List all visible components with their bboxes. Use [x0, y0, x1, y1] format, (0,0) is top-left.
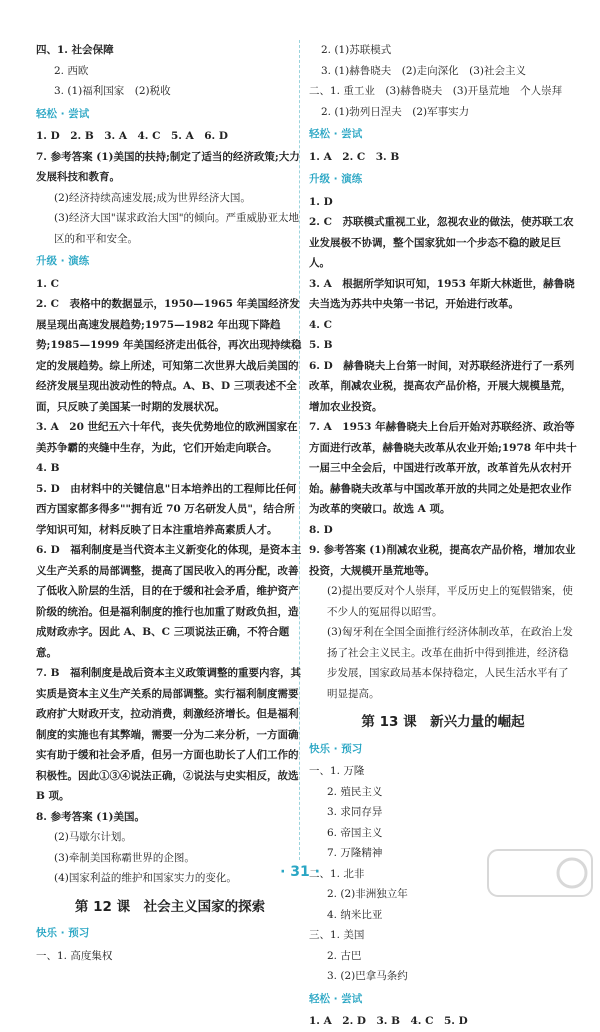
answer-line: (3)经济大国"谋求政治大国"的倾向。严重威胁亚太地区的和平和安全。: [54, 212, 300, 245]
answer-line: 3. (2)巴拿马条约: [327, 970, 408, 982]
answer-line: 1. A 2. D 3. B 4. C 5. D: [309, 1015, 468, 1027]
answer-line: 2. (1)勃列日涅夫 (2)军事实力: [321, 105, 470, 118]
answer-line: 2. 古巴: [327, 949, 362, 962]
answer-line: 三、1. 美国: [309, 929, 365, 941]
lesson-title: 第 12 课 社会主义国家的探索: [74, 898, 266, 915]
section-heading: 快乐 · 预习: [36, 927, 90, 939]
answer-line: 6. 帝国主义: [327, 826, 383, 839]
answer-line: 1. C: [36, 277, 59, 290]
answer-line: 7. A 1953 年赫鲁晓夫上台后开始对苏联经济、政治等方面进行改革，赫鲁晓夫改革从农业开始;1978 年中共十一届三中全会后，中国进行改革开放，改革首先从农村开始。赫鲁晓夫改革与中国改革开放的共同之处是把农业作为改革的突破口。故选 A 项。: [309, 421, 577, 515]
answer-line: (3)牵制美国称霸世界的企图。: [54, 851, 195, 864]
answer-line: 7. 万隆精神: [327, 847, 383, 859]
lesson-title: 第 13 课 新兴力量的崛起: [361, 714, 525, 730]
answer-line: 7. B 福利制度是战后资本主义政策调整的重要内容，其实质是资本主义生产关系的局部调整。实行福利制度需要政府扩大财政开支，拉动消费，刺激经济增长。但是福利制度的实施也有其弊端，需要一分为二来分析，一方面确实有助于缓和社会矛盾，但另一方面也助长了人们工作的积极性。因此①③④说法正确，②说法与史实相反，故选 B 项。: [36, 667, 301, 802]
answer-line: (2)马歇尔计划。: [54, 831, 132, 843]
answer-line: 1. D 2. B 3. A 4. C 5. A 6. D: [36, 130, 228, 142]
answer-line: (2)提出要反对个人崇拜，平反历史上的冤假错案，使不少人的冤屈得以昭雪。: [327, 585, 573, 618]
section-heading: 轻松 · 尝试: [309, 992, 363, 1005]
answer-line: 3. A 根据所学知识可知，1953 年斯大林逝世，赫鲁晓夫当选为苏共中央第一书记，开始进行改革。: [309, 277, 575, 310]
answer-line: (2)经济持续高速发展;成为世界经济大国。: [54, 191, 251, 204]
left-column: [36, 40, 304, 966]
answer-line: 7. 参考答案 (1)美国的扶持;制定了适当的经济政策;大力发展科技和教育。: [36, 150, 300, 183]
answer-line: 1. D: [309, 195, 333, 208]
answer-line: 四、1. 社会保障: [36, 44, 114, 56]
section-heading: 升级 · 演练: [309, 173, 363, 185]
answer-line: 9. 参考答案 (1)削减农业税，提高农产品价格，增加农业投资，大规模开垦荒地等。: [309, 544, 576, 577]
answer-line: 6. D 福利制度是当代资本主义新变化的体现，是资本主义生产关系的局部调整，提高了国民收入的再分配，改善了低收入阶层的生活，目的在于缓和社会矛盾，维护资产阶级的统治。但是福利制度的推行也加重了财政负担，造成财政赤字。因此 A、B、C 三项说法正确，不符合题意。: [36, 544, 302, 659]
section-heading: 快乐 · 预习: [309, 742, 363, 755]
answer-line: 3. 求同存异: [327, 806, 383, 818]
answer-line: 3. A 20 世纪五六十年代，丧失优势地位的欧洲国家在美苏争霸的夹缝中生存，为此，它们开始走向联合。: [36, 421, 298, 454]
section-heading: 升级 · 演练: [36, 255, 90, 267]
section-heading: 轻松 · 尝试: [36, 107, 90, 120]
section-heading: 轻松 · 尝试: [309, 128, 363, 140]
answer-line: 一、1. 万隆: [309, 765, 365, 777]
answer-line: 2. 殖民主义: [327, 785, 383, 798]
answer-line: 2. (2)非洲独立年: [327, 888, 408, 900]
answer-line: 3. (1)赫鲁晓夫 (2)走向深化 (3)社会主义: [321, 64, 526, 77]
answer-line: 2. C 苏联模式重视工业，忽视农业的做法，使苏联工农业发展极不协调，整个国家犹如一个步态不稳的跛足巨人。: [309, 216, 574, 269]
page-number: · 31 ·: [280, 864, 320, 880]
answer-line: 2. C 表格中的数据显示，1950—1965 年美国经济发展呈现出高速发展趋势;1975—1982 年出现下降趋势;1985—1999 年美国经济走出低谷，再次出现持续稳定的发展趋势。综上所述，可知第二次世界大战后美国的经济发展呈现出波动性的特点。A、B、D 三项表述不全面，只反映了美国某一时期的发展状况。: [36, 298, 302, 413]
answer-line: 5. B: [309, 339, 333, 351]
answer-line: 1. A 2. C 3. B: [309, 150, 400, 163]
answer-line: 4. 纳米比亚: [327, 908, 383, 921]
answer-line: 5. D 由材料中的关键信息"日本培养出的工程师比任何西方国家都多得多""拥有近 70 万名研发人员"，结合所学知识可知，材料反映了日本注重培养高素质人才。: [36, 482, 297, 536]
watermark-logo: [486, 846, 594, 900]
answer-line: 3. (1)福利国家 (2)税收: [54, 85, 171, 97]
answer-line: 2. 西欧: [54, 64, 89, 77]
answer-line: 2. (1)苏联模式: [321, 44, 392, 56]
answer-line: (3)匈牙利在全国全面推行经济体制改革，在政治上发扬了社会主义民主。改革在曲折中得到推进，经济稳步发展，国家政局基本保持稳定，人民生活水平有了明显提高。: [327, 626, 573, 700]
answer-line: 8. 参考答案 (1)美国。: [36, 810, 146, 823]
answer-line: 二、1. 北非: [309, 867, 365, 880]
answer-line: 8. D: [309, 523, 333, 536]
answer-line: (4)国家利益的维护和国家实力的变化。: [54, 872, 237, 884]
answer-line: 4. C: [309, 318, 332, 331]
answer-line: 一、1. 高度集权: [36, 949, 113, 962]
answer-line: 6. D 赫鲁晓夫上台第一时间，对苏联经济进行了一系列改革，削减农业税，提高农产品价格，开展大规模垦荒，增加农业投资。: [309, 359, 575, 413]
answer-line: 二、1. 重工业 (3)赫鲁晓夫 (3)开垦荒地 个人崇拜: [309, 85, 563, 97]
answer-line: 4. B: [36, 462, 60, 474]
